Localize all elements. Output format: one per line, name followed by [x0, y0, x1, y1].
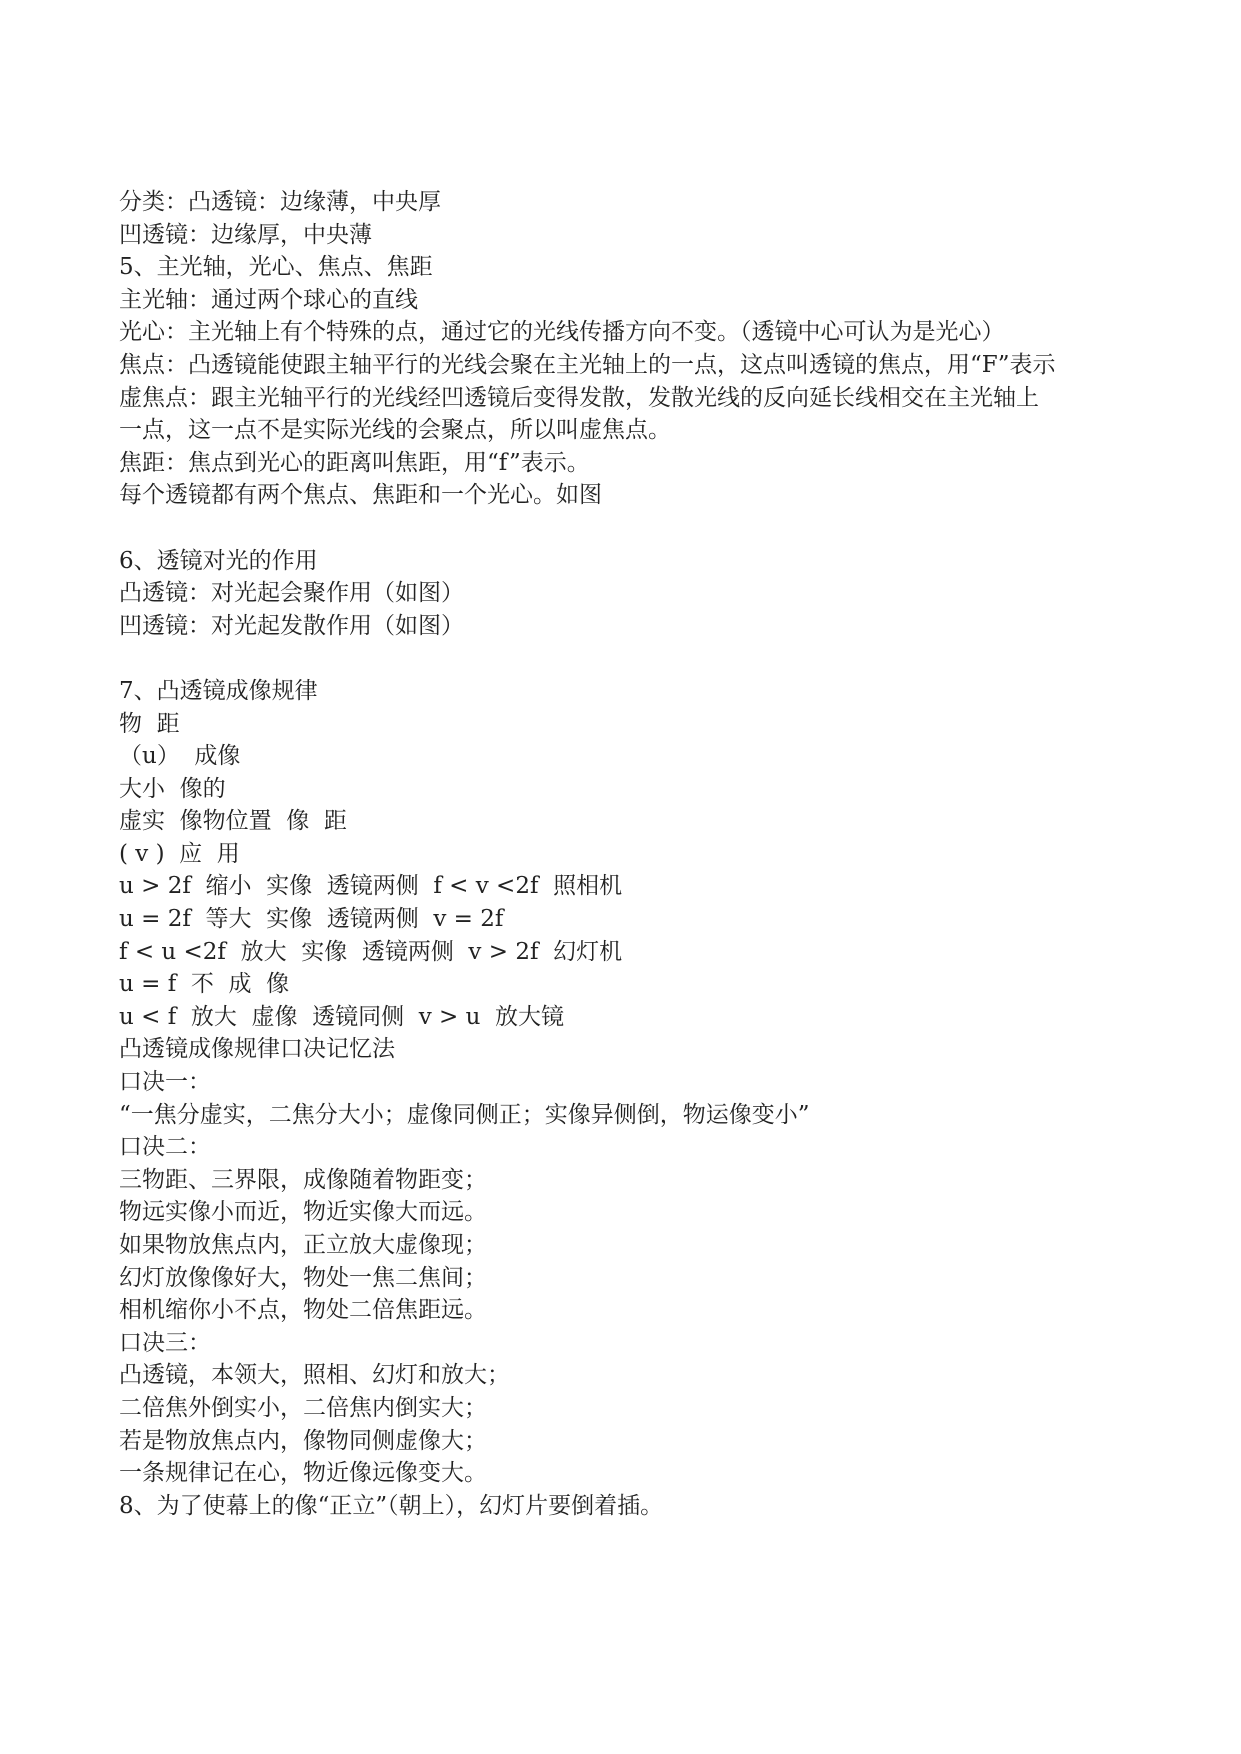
mnemonic-3-label: 口决三：	[119, 1329, 211, 1356]
table-row: f < u <2f 放大 实像 透镜两侧 v > 2f 幻灯机	[119, 938, 623, 965]
mnemonic-heading: 凸透镜成像规律口决记忆法	[119, 1036, 395, 1063]
table-header-object-distance: 物 距	[119, 710, 180, 737]
text-line-principal-axis: 主光轴：通过两个球心的直线	[119, 286, 418, 313]
mnemonic-2-line: 三物距、三界限，成像随着物距变；	[119, 1166, 487, 1193]
section-heading-6: 6、透镜对光的作用	[119, 547, 318, 574]
mnemonic-2-line: 幻灯放像像好大，物处一焦二焦间；	[119, 1264, 487, 1291]
mnemonic-2-label: 口决二：	[119, 1134, 211, 1161]
blank-line	[119, 512, 1129, 545]
section-heading-7: 7、凸透镜成像规律	[119, 677, 318, 704]
mnemonic-3-line: 二倍焦外倒实小，二倍焦内倒实大；	[119, 1394, 487, 1421]
mnemonic-1-label: 口决一：	[119, 1069, 211, 1096]
text-line-optical-center: 光心：主光轴上有个特殊的点，通过它的光线传播方向不变。（透镜中心可认为是光心）	[119, 319, 1005, 346]
mnemonic-2-line: 物远实像小而近，物近实像大而远。	[119, 1199, 487, 1226]
section-heading-5: 5、主光轴，光心、焦点、焦距	[119, 254, 433, 281]
table-row: u = f 不 成 像	[119, 971, 290, 998]
text-line-virtual-focus-cont: 一点，这一点不是实际光线的会聚点，所以叫虚焦点。	[119, 417, 671, 444]
mnemonic-2-line: 如果物放焦点内，正立放大虚像现；	[119, 1232, 487, 1258]
text-line-focal-point: 焦点：凸透镜能使跟主轴平行的光线会聚在主光轴上的一点，这点叫透镜的焦点，用“F”表示	[119, 351, 1056, 378]
mnemonic-3-line: 若是物放焦点内，像物同侧虚像大；	[119, 1427, 487, 1454]
text-line-virtual-focus: 虚焦点：跟主光轴平行的光线经凹透镜后变得发散，发散光线的反向延长线相交在主光轴上	[119, 384, 1039, 411]
text-line-classification: 分类：凸透镜：边缘薄，中央厚	[119, 189, 441, 215]
table-header-size: 大小 像的	[119, 775, 226, 802]
table-row: u > 2f 缩小 实像 透镜两侧 f < v <2f 照相机	[119, 873, 623, 900]
text-line-convex-effect: 凸透镜：对光起会聚作用（如图）	[119, 580, 464, 607]
mnemonic-3-line: 一条规律记在心，物近像远像变大。	[119, 1460, 487, 1487]
text-line-concave-effect: 凹透镜：对光起发散作用（如图）	[119, 612, 464, 639]
blank-line	[119, 642, 1129, 675]
text-line-each-lens: 每个透镜都有两个焦点、焦距和一个光心。如图	[119, 482, 602, 509]
section-heading-8: 8、为了使幕上的像“正立”（朝上），幻灯片要倒着插。	[119, 1492, 664, 1519]
text-line-focal-length: 焦距：焦点到光心的距离叫焦距，用“f”表示。	[119, 449, 590, 476]
table-row: u < f 放大 虚像 透镜同侧 v > u 放大镜	[119, 1003, 565, 1030]
document-body	[119, 186, 1129, 1522]
mnemonic-1-text: “一焦分虚实，二焦分大小；虚像同侧正；实像异侧倒，物运像变小”	[119, 1101, 810, 1128]
mnemonic-2-line: 相机缩你小不点，物处二倍焦距远。	[119, 1297, 487, 1324]
table-header-application: ( v ) 应 用	[119, 840, 240, 867]
table-row: u = 2f 等大 实像 透镜两侧 v = 2f	[119, 906, 504, 933]
mnemonic-3-line: 凸透镜，本领大，照相、幻灯和放大；	[119, 1362, 510, 1389]
table-header-real-virtual: 虚实 像物位置 像 距	[119, 808, 347, 835]
text-line-concave-lens: 凹透镜：边缘厚，中央薄	[119, 221, 372, 248]
table-header-imaging: （u） 成像	[119, 743, 241, 770]
